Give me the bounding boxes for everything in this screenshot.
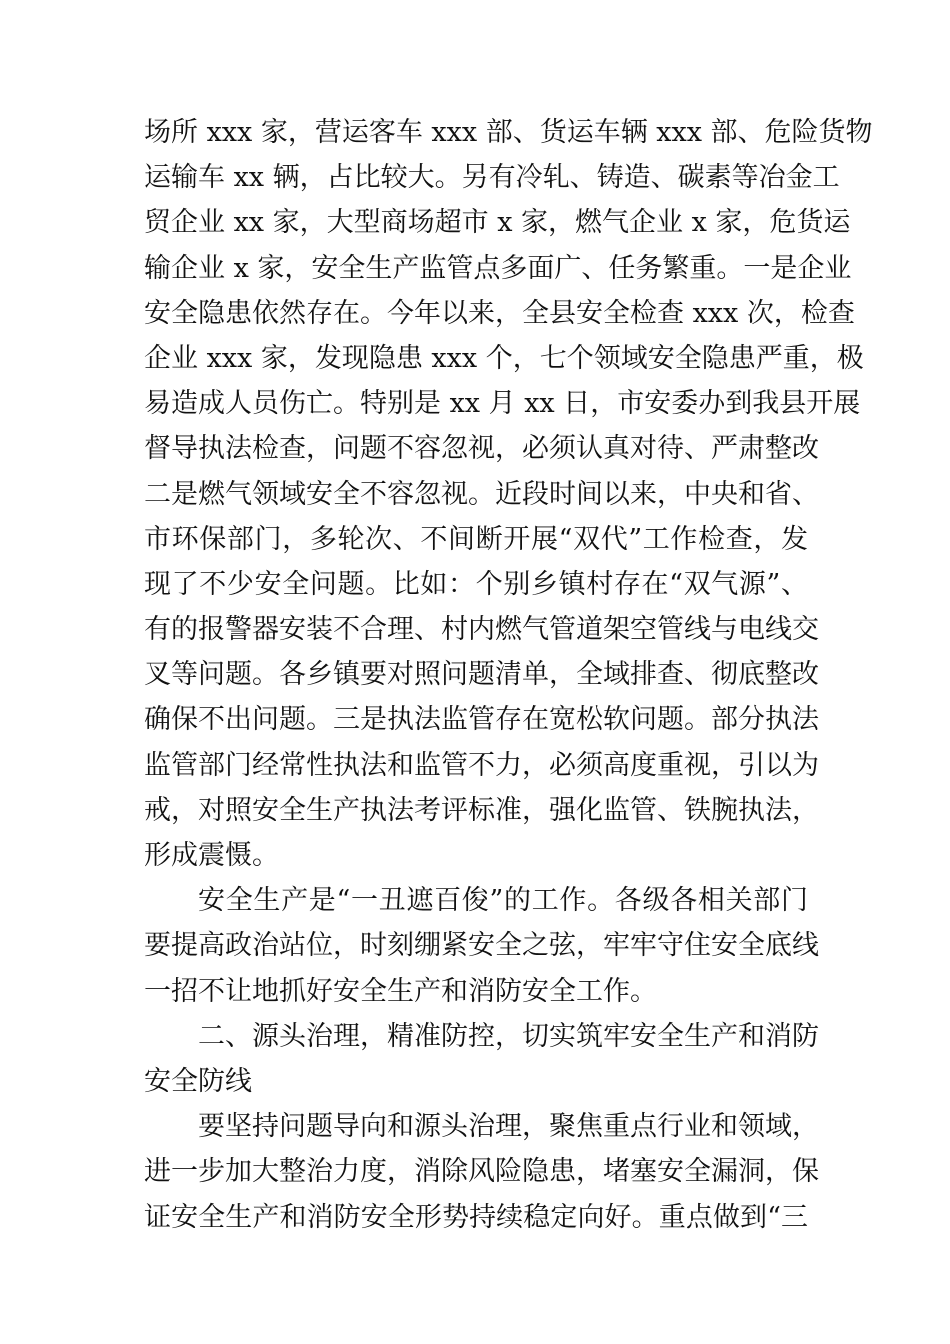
text-line: 督导执法检查，问题不容忽视，必须认真对待、严肃整改	[144, 433, 819, 465]
text-line: 要提高政治站位，时刻绷紧安全之弦，牢牢守住安全底线	[144, 930, 819, 962]
text-line: 有的报警器安装不合理、村内燃气管道架空管线与电线交	[144, 614, 819, 646]
text-line: 现了不少安全问题。比如：个别乡镇村存在“双气源”、	[144, 568, 808, 600]
paragraph-first-line: 安全生产是“一丑遮百俊”的工作。各级各相关部门	[198, 885, 808, 917]
text-line: 一招不让地抓好安全生产和消防安全工作。	[144, 975, 657, 1007]
text-line: 叉等问题。各乡镇要对照问题清单，全域排查、彻底整改	[144, 659, 819, 691]
text-line: 确保不出问题。三是执法监管存在宽松软问题。部分执法	[144, 704, 819, 736]
section-heading-continued: 安全防线	[144, 1065, 252, 1097]
text-line: 场所 xxx 家，营运客车 xxx 部、货运车辆 xxx 部、危险货物	[144, 117, 873, 148]
paragraph-first-line: 要坚持问题导向和源头治理，聚焦重点行业和领域，	[198, 1111, 819, 1143]
text-line: 贸企业 xx 家，大型商场超市 x 家，燃气企业 x 家，危货运	[144, 207, 851, 239]
text-line: 易造成人员伤亡。特别是 xx 月 xx 日，市安委办到我县开展	[144, 388, 861, 420]
text-line: 运输车 xx 辆，占比较大。另有冷轧、铸造、碳素等冶金工	[144, 162, 840, 194]
text-line: 市环保部门，多轮次、不间断开展“双代”工作检查，发	[144, 523, 808, 555]
text-line: 戒，对照安全生产执法考评标准，强化监管、铁腕执法，	[144, 794, 819, 826]
text-line: 进一步加大整治力度，消除风险隐患，堵塞安全漏洞，保	[144, 1156, 819, 1188]
text-line: 证安全生产和消防安全形势持续稳定向好。重点做到“三	[144, 1201, 808, 1233]
text-line: 输企业 x 家，安全生产监管点多面广、任务繁重。一是企业	[144, 252, 852, 284]
document-body	[144, 110, 873, 1240]
section-heading: 二、源头治理，精准防控，切实筑牢安全生产和消防	[198, 1020, 819, 1052]
text-line: 安全隐患依然存在。今年以来，全县安全检查 xxx 次，检查	[144, 297, 855, 329]
text-line: 企业 xxx 家，发现隐患 xxx 个，七个领域安全隐患严重，极	[144, 342, 864, 374]
text-line: 监管部门经常性执法和监管不力，必须高度重视，引以为	[144, 749, 819, 781]
text-line: 形成震慑。	[144, 840, 279, 871]
text-line: 二是燃气领域安全不容忽视。近段时间以来，中央和省、	[144, 478, 819, 510]
